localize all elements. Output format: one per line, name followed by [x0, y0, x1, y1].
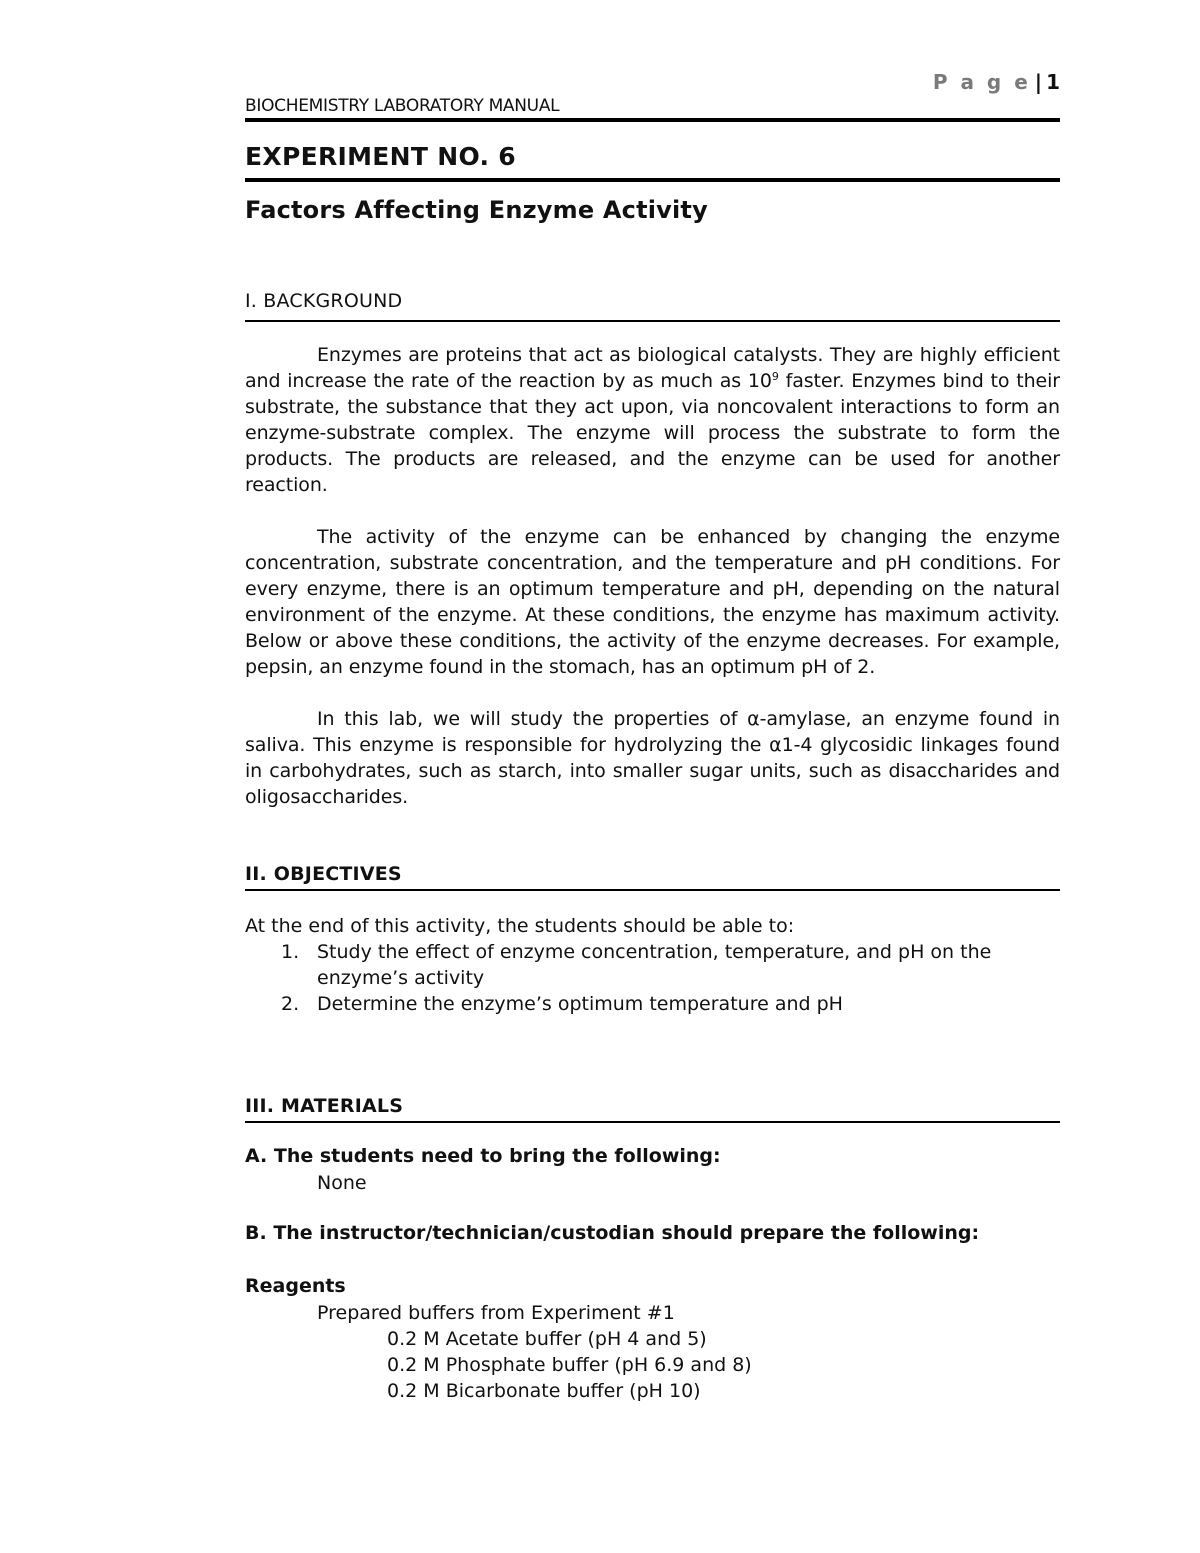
objectives-heading: II. OBJECTIVES	[245, 863, 402, 885]
objectives-rule	[245, 889, 1060, 891]
objectives-list	[245, 939, 1060, 1017]
buffer-item: 0.2 M Acetate buffer (pH 4 and 5)	[387, 1328, 707, 1350]
materials-a-value: None	[317, 1172, 367, 1194]
page-label: P a g e	[932, 70, 1031, 94]
page-separator: |	[1034, 70, 1043, 94]
experiment-subtitle: Factors Affecting Enzyme Activity	[245, 196, 708, 224]
background-paragraph-2: The activity of the enzyme can be enhanced by changing the enzyme concentration, substrate concentration, and the temperature and pH conditions. For every enzyme, there is an optimum temperature and pH, depending on the natural environment of the enzyme. At these conditions, the enzyme has maximum activity. Below or above these conditions, the activity of the enzyme decreases. For example, pepsin, an enzyme found in the stomach, has an optimum pH of 2.	[245, 526, 1060, 678]
page-number	[933, 70, 1060, 94]
background-paragraph-1: Enzymes are proteins that act as biological catalysts. They are highly efficient and increase the rate of the reaction by as much as $10^9$ faster. Enzymes bind to their substrate, the substance that they act upon, via noncovalent interactions to form an enzyme-substrate complex. The enzyme will process the substrate to form the products. The products are released, and the enzyme can be used for another reaction.	[245, 344, 1060, 496]
objectives-intro: At the end of this activity, the students should be able to:	[245, 915, 795, 937]
header-rule	[245, 118, 1060, 122]
background-rule	[245, 320, 1060, 322]
list-item: 1. Study the effect of enzyme concentration, temperature, and pH on the enzyme’s activity	[281, 941, 992, 989]
materials-heading: III. MATERIALS	[245, 1095, 404, 1117]
materials-a-heading: A. The students need to bring the following:	[245, 1145, 721, 1167]
experiment-title: EXPERIMENT NO. 6	[245, 142, 516, 171]
buffer-item: 0.2 M Phosphate buffer (pH 6.9 and 8)	[387, 1354, 752, 1376]
buffer-item: 0.2 M Bicarbonate buffer (pH 10)	[387, 1380, 701, 1402]
manual-title: BIOCHEMISTRY LABORATORY MANUAL	[245, 96, 560, 116]
exponent: 9	[771, 370, 779, 383]
reagents-intro: Prepared buffers from Experiment #1	[317, 1302, 675, 1324]
page-number-value: 1	[1046, 70, 1060, 94]
list-item: 2. Determine the enzyme’s optimum temperature and pH	[281, 993, 843, 1015]
title-rule	[245, 178, 1060, 182]
reagents-heading: Reagents	[245, 1275, 346, 1297]
materials-b-heading: B. The instructor/technician/custodian should prepare the following:	[245, 1222, 980, 1244]
background-heading: I. BACKGROUND	[245, 290, 403, 312]
background-paragraph-3: In this lab, we will study the properties of α-amylase, an enzyme found in saliva. This enzyme is responsible for hydrolyzing the α1-4 glycosidic linkages found in carbohydrates, such as starch, into smaller sugar units, such as disaccharides and oligosaccharides.	[245, 708, 1060, 808]
materials-rule	[245, 1121, 1060, 1123]
